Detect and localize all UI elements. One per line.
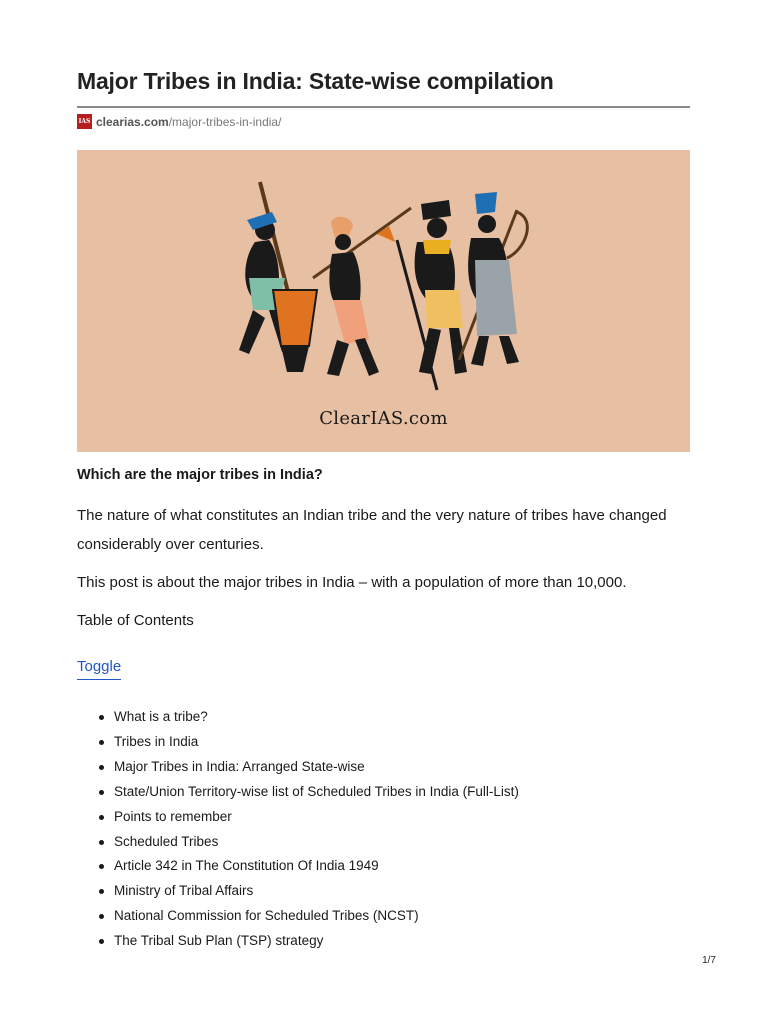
toc-item[interactable]: Scheduled Tribes — [77, 830, 519, 855]
toc-list — [77, 705, 519, 954]
tribal-dancers-illustration — [77, 150, 690, 452]
toc-item[interactable]: Ministry of Tribal Affairs — [77, 879, 519, 904]
page-number: 1/7 — [702, 955, 716, 966]
toc-title: Table of Contents — [77, 612, 194, 629]
toc-item[interactable]: What is a tribe? — [77, 705, 519, 730]
title-divider — [77, 106, 690, 108]
toc-item[interactable]: State/Union Territory-wise list of Scheduled Tribes in India (Full-List) — [77, 780, 519, 805]
tribal-figure-drummer — [239, 182, 317, 372]
hero-caption: ClearIAS.com — [319, 408, 448, 429]
tribal-figure-dancer — [313, 208, 411, 376]
toc-toggle-link[interactable]: Toggle — [77, 656, 121, 680]
toc-item[interactable]: Major Tribes in India: Arranged State-wise — [77, 755, 519, 780]
section-question: Which are the major tribes in India? — [77, 467, 323, 483]
tribal-figure-stick-bearer — [397, 200, 467, 390]
toc-item[interactable]: Article 342 in The Constitution Of India 1949 — [77, 854, 519, 879]
source-link[interactable] — [77, 114, 281, 129]
toc-item[interactable]: Tribes in India — [77, 730, 519, 755]
toc-item[interactable]: Points to remember — [77, 805, 519, 830]
toc-item[interactable]: National Commission for Scheduled Tribes (NCST) — [77, 904, 519, 929]
source-domain[interactable]: clearias.com — [96, 114, 169, 129]
page-title: Major Tribes in India: State-wise compilation — [77, 68, 554, 94]
hero-illustration — [77, 150, 690, 452]
source-path[interactable]: /major-tribes-in-india/ — [168, 114, 282, 129]
clearias-favicon-icon: IAS — [77, 114, 92, 129]
toc-item[interactable]: The Tribal Sub Plan (TSP) strategy — [77, 929, 519, 954]
tribal-figure-archer — [459, 192, 527, 366]
intro-paragraph: The nature of what constitutes an Indian tribe and the very nature of tribes have changed considerably over centuries. — [77, 507, 667, 553]
scope-paragraph: This post is about the major tribes in India – with a population of more than 10,000. — [77, 574, 627, 591]
